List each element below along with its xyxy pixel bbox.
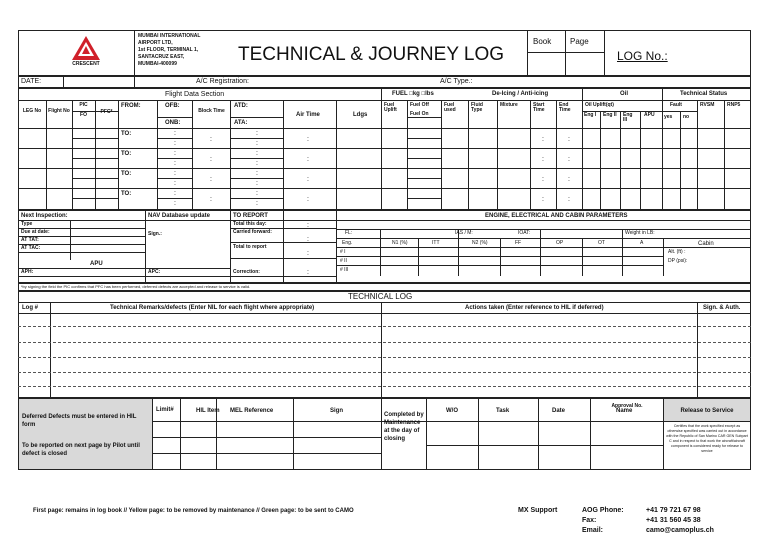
mel-ref-header: MEL Reference [230,408,274,414]
to-label: TO: [121,151,132,157]
email-value: camo@camoplus.ch [646,527,714,534]
col-ofb: OFB: [165,103,180,109]
ff-label: FF [515,240,522,246]
time-colon: : [174,160,176,167]
time-colon: : [568,196,570,203]
time-colon: : [307,176,309,183]
col-yes: yes [664,114,673,120]
time-colon: : [307,250,309,257]
col-fuel-off: Fuel Off [410,102,429,108]
eng-1-label: # I [340,249,346,255]
task-header: Task [496,408,510,414]
time-colon: : [174,200,176,207]
to-label: TO: [121,131,132,137]
col-block: Block Time [198,108,225,114]
time-colon: : [307,136,309,143]
aog-phone-value: +41 79 721 67 98 [646,507,701,514]
at-tat-label: AT TAT: [21,237,39,243]
crescent-logo [66,34,106,68]
pfc-disclaimer: *by signing the field the PIC confirms that PFC has been performed, deferred defects are accepted and release to service is valid. [21,284,251,289]
to-label: TO: [121,171,132,177]
time-colon: : [307,222,309,229]
n2-label: N2 (%) [472,240,488,246]
eng-3-label: # III [340,267,349,273]
time-colon: : [568,176,570,183]
approval-header: Approval No. [611,403,643,409]
flight-data-title: Flight Data Section [165,91,225,98]
col-eng2: Eng II [603,112,617,118]
ot-label: OT [598,240,605,246]
time-colon: : [256,190,258,197]
col-no: no [683,114,690,120]
col-from: FROM: [121,103,141,109]
col-fuel-uplift: Fuel Uplift [384,102,397,113]
time-colon: : [210,156,212,163]
correction-label: Correction: [233,269,260,275]
col-rnp5: RNP5 [727,102,741,108]
time-colon: : [256,150,258,157]
itt-label: ITT [432,240,440,246]
col-fuel-used: Fuel used [444,102,456,113]
time-colon: : [307,269,309,276]
col-oil-uplift: Oil Uplift(qt) [585,102,614,108]
oil-header: Oil [620,91,629,97]
time-colon: : [174,190,176,197]
email-label: Email: [582,527,604,534]
ias-label: IAS / M: [455,230,473,236]
date-header: Date [552,408,566,414]
aph-label: APH: [21,269,34,275]
to-label: TO: [121,191,132,197]
aog-phone-label: AOG Phone: [582,507,624,514]
time-colon: : [174,130,176,137]
name-header: Name [616,408,633,414]
time-colon: : [307,196,309,203]
col-pic: PIC [79,102,88,108]
col-leg: LEG No [22,108,42,114]
time-colon: : [174,150,176,157]
time-colon: : [174,180,176,187]
col-fo: FO [80,112,87,118]
oat-label: IOAT: [518,230,531,236]
time-colon: : [210,136,212,143]
deicing-header: De-Icing / Anti-icing [492,91,549,97]
next-inspection-label: Next Inspection: [21,213,68,219]
col-mixture: Mixture [500,102,518,108]
time-colon: : [542,156,544,163]
col-air-time: Air Time [296,112,320,118]
remarks-header: Technical Remarks/defects (Enter NIL for each flight where appropriate) [110,305,315,311]
col-apu: APU [644,112,655,118]
col-start-time: Start Time [533,102,545,113]
col-end-time: End Time [559,102,571,113]
total-this-day-label: Total this day: [233,221,267,227]
apu-label: APU [90,261,103,267]
address-line: AIRPORT LTD, [138,40,173,46]
release-certification: Certifies that the work specified except as otherwise specified was carried out in accordance with the Republic of San Marino CAR GEN Subpart C and in respect to that work the aircraft/aircraft component is considered ready for release to service [666,424,748,453]
due-at-date-label: Due at date: [21,229,50,235]
to-report-label: TO REPORT [233,213,268,219]
col-rvsm: RVSM [700,102,715,108]
total-to-report-label: Total to report [233,244,267,250]
at-tac-label: AT TAC: [21,245,41,251]
dp-label: DP (psi): [668,258,688,264]
time-colon: : [568,156,570,163]
fax-label: Fax: [582,517,597,524]
deferred-note-1: Deferred Defects must be entered in HIL form [22,414,137,428]
col-flight: Flight No [48,108,70,114]
time-colon: : [256,160,258,167]
col-fault: Fault [670,102,682,108]
page-label: Page [570,37,589,46]
a-label: A [640,240,644,246]
address-line: SANTACRUZ EAST, [138,54,185,60]
time-colon: : [542,196,544,203]
page-distribution-note: First page: remains in log book // Yellow page: to be removed by maintenance // Green page: to be sent to CAMO [33,508,354,514]
col-atd: ATD: [234,103,248,109]
technical-log-title: TECHNICAL LOG [348,292,413,301]
time-colon: : [210,176,212,183]
logo-text: CRESCENT [72,61,100,67]
n1-label: N1 (%) [392,240,408,246]
time-colon: : [210,196,212,203]
fax-value: +41 31 560 45 38 [646,517,701,524]
address-block [138,33,228,68]
sign-header: Sign [330,408,343,414]
actions-header: Actions taken (Enter reference to HIL if deferred) [465,305,604,311]
sign-auth-header: Sign. & Auth. [703,305,741,311]
fl-label: FL: [345,230,353,236]
time-colon: : [256,180,258,187]
col-onb: ONB: [165,120,181,126]
tech-status-header: Technical Status [680,91,728,97]
time-colon: : [568,136,570,143]
time-colon: : [174,140,176,147]
logo-triangle-icon [66,34,106,62]
eng-label: Eng. [342,240,353,246]
limit-header: Limit# [156,407,174,413]
col-fluid-type: Fluid Type [471,102,483,113]
eng-2-label: # II [340,258,347,264]
hil-item-header: HIL Item [196,408,220,414]
time-colon: : [174,170,176,177]
col-pfc: PFC* [100,109,113,115]
weight-label: Weight in LB: [625,230,655,236]
ac-registration-label: A/C Registration: [196,78,249,85]
time-colon: : [256,140,258,147]
carried-forward-label: Carried forward: [233,229,272,235]
time-colon: : [542,136,544,143]
cabin-label: Cabin [698,241,714,247]
type-label: Type [21,221,33,227]
mx-support-label: MX Support [518,507,558,514]
nav-sign-label: Sign.: [148,231,162,237]
col-eng3: Eng III [623,112,633,123]
log-no-label: LOG No.: [617,49,668,63]
registration-row [18,76,751,88]
completed-header: Completed by Maintenance at the day of closing [384,412,424,442]
time-colon: : [256,200,258,207]
address-line: MUMBAI-400099 [138,61,177,67]
wo-header: W/O [446,408,458,414]
address-line: 1st FLOOR, TERMINAL 1, [138,47,199,53]
col-ata: ATA: [234,120,248,126]
col-fuel-on: Fuel On [410,111,429,117]
book-label: Book [533,37,552,46]
col-ldgs: Ldgs [353,112,368,118]
time-colon: : [256,130,258,137]
col-eng1: Eng I [584,112,597,118]
form-title: TECHNICAL & JOURNEY LOG [238,44,505,65]
deferred-note-2: To be reported on next page by Pilot until defect is closed [22,443,140,457]
time-colon: : [307,156,309,163]
release-header: Release to Service [680,408,734,414]
alt-label: Alt. (ft) : [668,249,686,255]
time-colon: : [307,236,309,243]
log-no-header: Log # [22,305,38,311]
apc-label: APC: [148,269,161,275]
time-colon: : [542,176,544,183]
fuel-header: FUEL □kg □lbs [392,91,434,97]
ac-type-label: A/C Type.: [440,78,473,85]
nav-db-label: NAV Database update [148,213,210,219]
time-colon: : [256,170,258,177]
op-label: OP [556,240,564,246]
date-label: DATE: [21,78,42,85]
address-line: MUMBAI INTERNATIONAL [138,33,201,39]
engine-params-title: ENGINE, ELECTRICAL AND CABIN PARAMETERS [485,213,628,219]
